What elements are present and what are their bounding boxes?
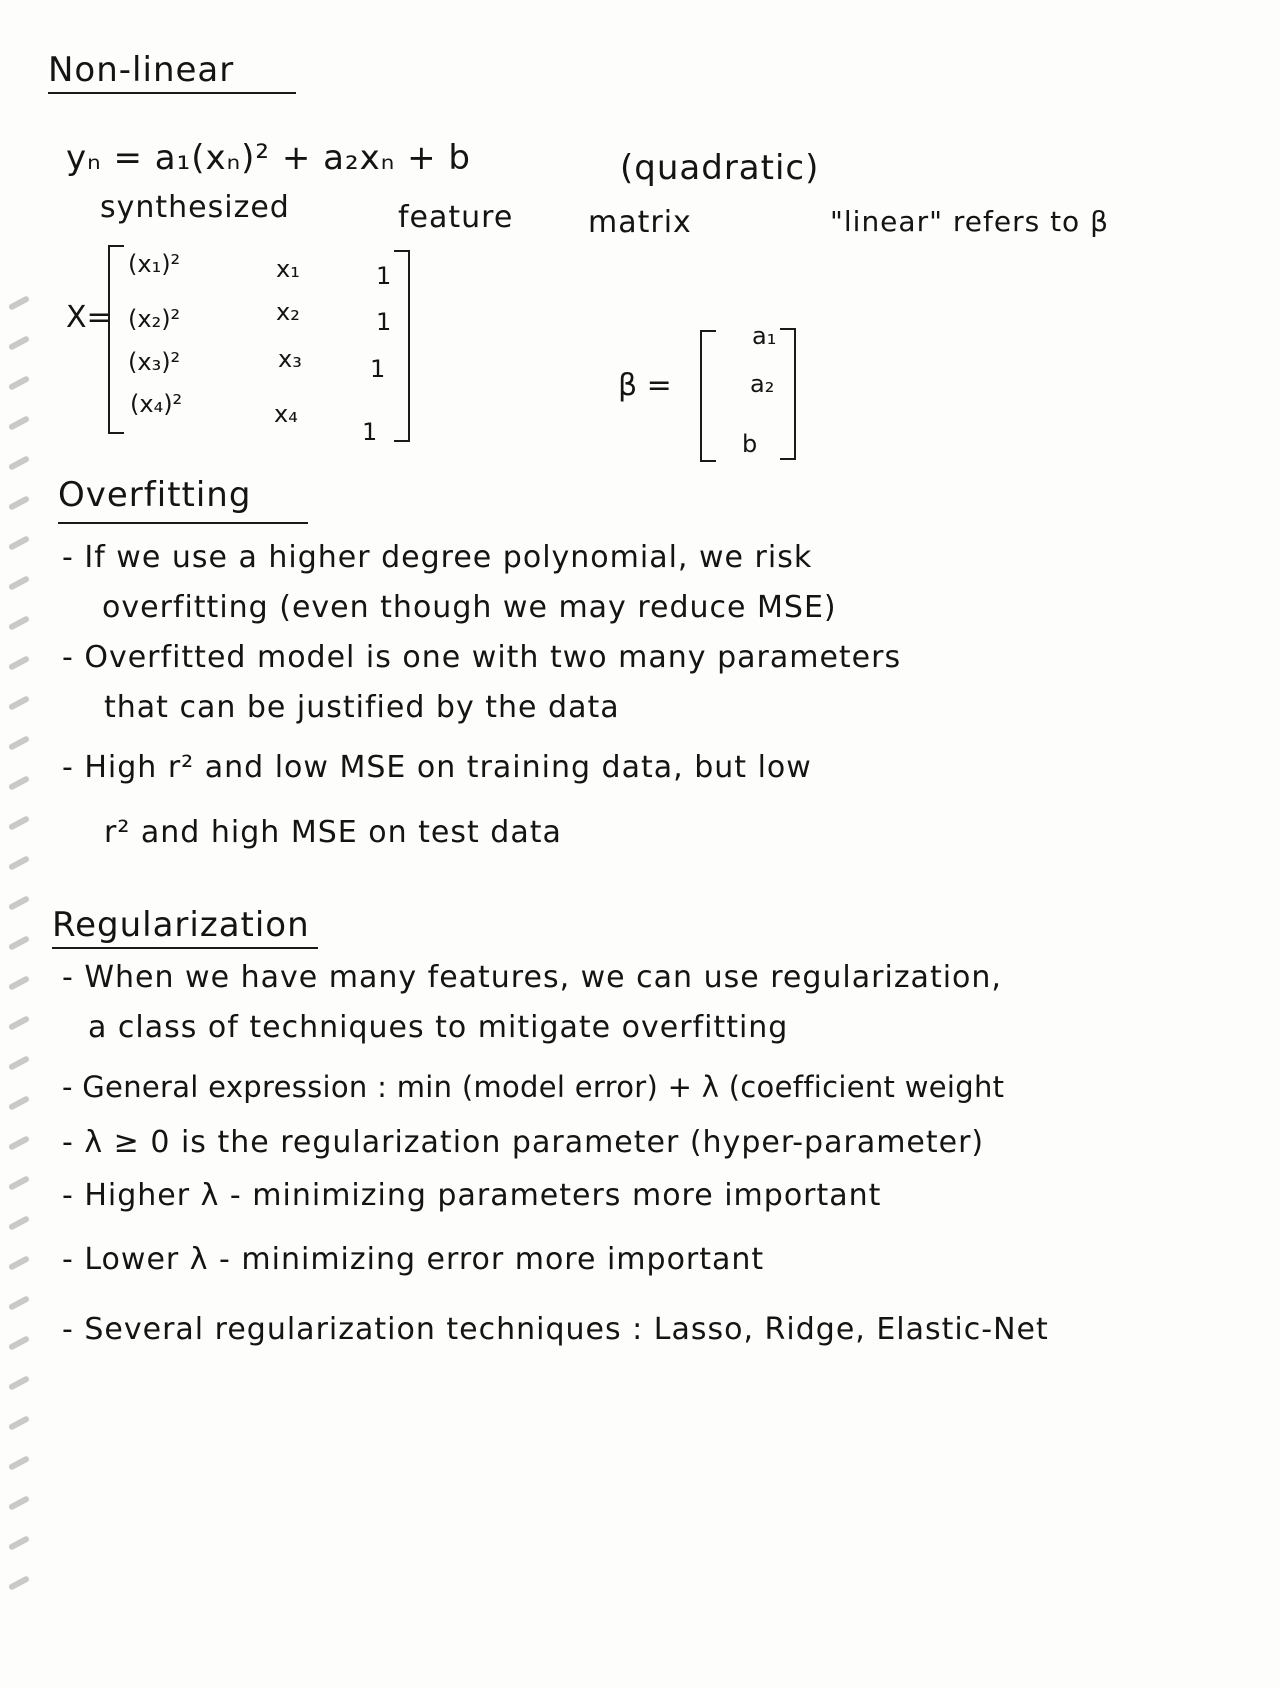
matrix-right-bracket [394,250,410,442]
regularization-line: - Higher λ - minimizing parameters more important [62,1178,882,1213]
overfitting-line: - Overfitted model is one with two many parameters [62,640,902,675]
matrix-cell: x₁ [276,255,300,283]
synthesized-label: synthesized [100,190,290,225]
matrix-cell: x₄ [274,400,298,428]
matrix-x-label: X= [66,300,112,335]
overfitting-line: - If we use a higher degree polynomial, we risk [62,540,813,575]
matrix-cell: (x₂)² [128,305,181,333]
matrix-cell: 1 [376,262,392,290]
heading-nonlinear: Non-linear [48,50,235,90]
heading-underline [58,522,308,524]
matrix-cell: x₂ [276,298,300,326]
matrix-cell: 1 [370,355,386,383]
regularization-line: - λ ≥ 0 is the regularization parameter (hyper-parameter) [62,1125,985,1160]
matrix-cell: (x₃)² [128,348,181,376]
beta-label: β = [618,368,672,403]
regularization-line: - Several regularization techniques : Lasso, Ridge, Elastic-Net [62,1312,1049,1347]
quadratic-equation: yₙ = a₁(xₙ)² + a₂xₙ + b [66,138,471,178]
matrix-label: matrix [588,205,692,240]
equation-note: (quadratic) [620,148,820,188]
beta-left-bracket [700,330,716,462]
heading-underline [48,92,296,94]
regularization-line: - General expression : min (model error) + λ (coefficient weight [62,1070,1005,1104]
overfitting-line: overfitting (even though we may reduce MSE) [102,590,837,625]
beta-cell: a₂ [750,370,775,398]
notebook-spiral-edge [0,300,40,1600]
heading-regularization: Regularization [52,905,310,945]
matrix-cell: 1 [362,418,378,446]
linear-note: "linear" refers to β [830,205,1109,238]
matrix-cell: (x₄)² [130,390,183,418]
beta-cell: a₁ [752,322,777,350]
regularization-line: - Lower λ - minimizing error more important [62,1242,765,1277]
matrix-left-bracket [108,245,124,434]
overfitting-line: r² and high MSE on test data [104,815,562,850]
feature-label: feature [398,200,514,235]
heading-overfitting: Overfitting [58,475,252,515]
beta-cell: b [742,430,758,458]
overfitting-line: that can be justified by the data [104,690,620,725]
matrix-cell: (x₁)² [128,250,181,278]
matrix-cell: 1 [376,308,392,336]
matrix-cell: x₃ [278,345,302,373]
regularization-line: - When we have many features, we can use regularization, [62,960,1002,995]
heading-underline [52,947,318,949]
beta-right-bracket [780,328,796,460]
overfitting-line: - High r² and low MSE on training data, but low [62,750,812,785]
regularization-line: a class of techniques to mitigate overfitting [88,1010,789,1045]
